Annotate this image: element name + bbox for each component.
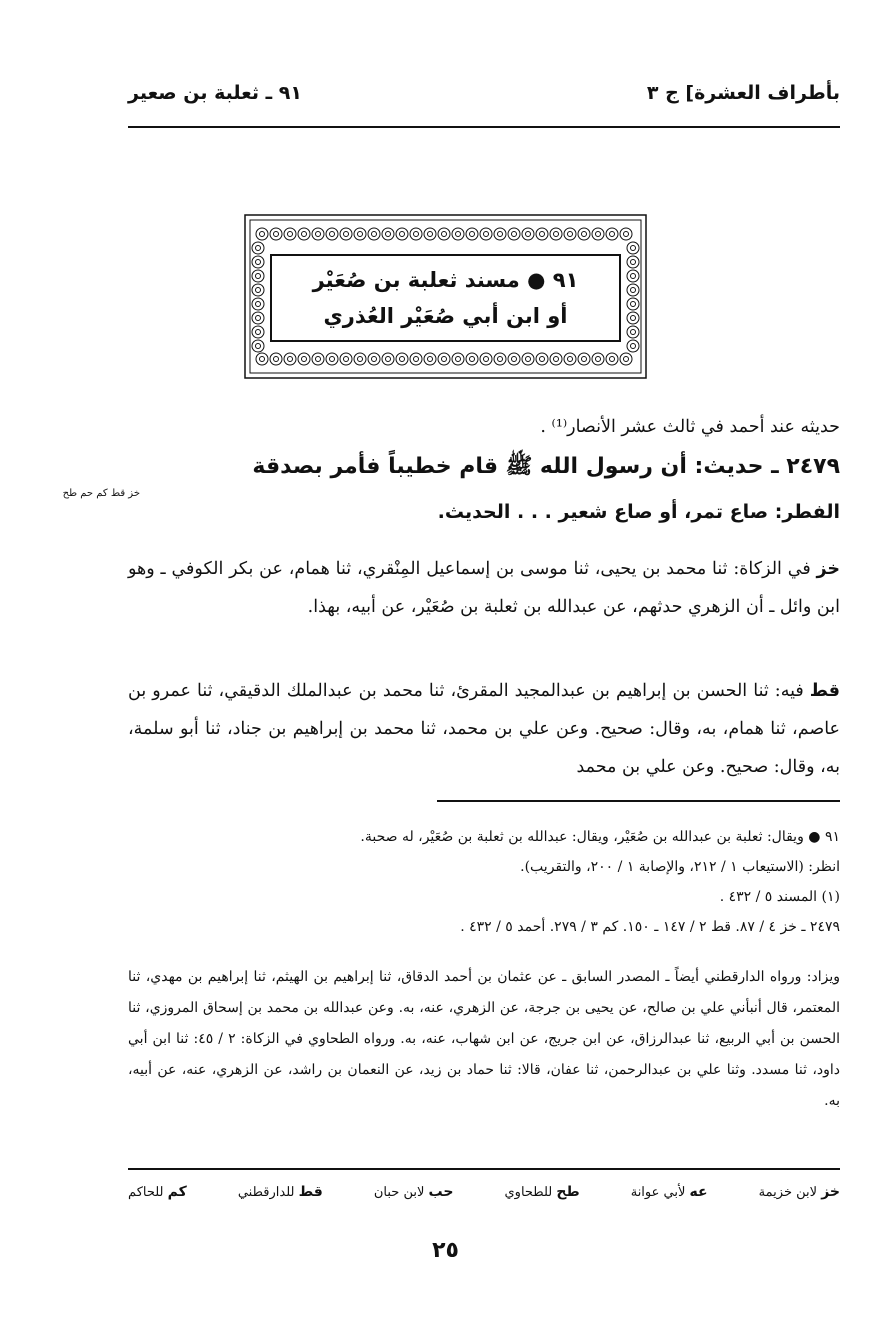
ornament-loop [627,256,639,268]
ornament-dot [631,260,636,265]
ornament-dot [274,357,279,362]
ornament-dot [344,232,349,237]
ornament-dot [414,232,419,237]
ornament-loop [270,228,282,240]
footnote-see: انظر: (الاستيعاب ١ / ٢١٢، والإصابة ١ / ٢٠٠، والتقريب). [520,859,840,875]
ornament-loop [452,228,464,240]
ornament-dot [316,357,321,362]
ornament-loop [252,340,264,352]
ornament-dot [302,357,307,362]
paragraph-khuz-label: خز [816,559,840,579]
ornament-dot [512,232,517,237]
ornament-loop [592,228,604,240]
ornament-dot [260,232,265,237]
ornament-loop [410,353,422,365]
abbr-item: عه لأبي عوانة [630,1184,708,1200]
ornament-dot [330,232,335,237]
ornament-loop [256,353,268,365]
footnote-rule [437,800,840,802]
ornament-loop [326,353,338,365]
ornament-dot [631,330,636,335]
ornament-loop [252,270,264,282]
ornament-dot [631,316,636,321]
ornament-loop [578,353,590,365]
abbr-item: خز لابن خزيمة [758,1184,840,1200]
ornament-dot [610,232,615,237]
ornament-dot [256,302,261,307]
abbreviations-legend [128,1184,840,1200]
ornament-dot [428,357,433,362]
ornament-loop [466,228,478,240]
ornament-loop [256,228,268,240]
ornament-dot [428,232,433,237]
ornament-dot [540,357,545,362]
ornament-loop [340,228,352,240]
footnotes-block [128,822,840,942]
ornament-loop [284,353,296,365]
ornament-loop [627,270,639,282]
ornament-loop [340,353,352,365]
ornament-dot [256,344,261,349]
ornament-loop [550,353,562,365]
ornament-loop [354,228,366,240]
ornament-loop [494,353,506,365]
ornament-loop [252,284,264,296]
ornament-dot [358,232,363,237]
ornament-dot [288,357,293,362]
ornament-loop [410,228,422,240]
ornament-dot [568,232,573,237]
ornament-dot [386,232,391,237]
ornament-loop [522,353,534,365]
ornament-loop [592,353,604,365]
ornament-dot [414,357,419,362]
ornament-dot [631,344,636,349]
ornament-dot [456,357,461,362]
ornament-dot [470,357,475,362]
ornament-dot [540,232,545,237]
ornament-loop [382,228,394,240]
ornament-loop [564,228,576,240]
ornament-loop [396,353,408,365]
ornament-dot [256,330,261,335]
ornament-loop [536,228,548,240]
ornament-dot [400,357,405,362]
ornament-dot [526,232,531,237]
ornament-dot [610,357,615,362]
paragraph-khuz-text: في الزكاة: ثنا محمد بن يحيى، ثنا موسى بن إسماعيل المِنْقري، ثنا همام، عن بكر الكوفي ـ وهو ابن وائل ـ أن الزهري حدثهم، عن عبدالله بن ثعلبة بن صُعَيْر، عن أبيه، بهذا. [128,559,840,617]
hadith-line1: ٢٤٧٩ ـ حديث: أن رسول الله ﷺ قام خطيباً فأمر بصدقة [252,454,840,479]
ornament-loop [424,228,436,240]
ornament-loop [522,228,534,240]
source-codes: خز قط كم حم طح [62,488,140,499]
ornament-loop [298,228,310,240]
ornament-dot [256,316,261,321]
hadith-heading [128,448,840,526]
ornament-dot [568,357,573,362]
ornament-dot [344,357,349,362]
ornament-loop [564,353,576,365]
paragraph-qut-text: فيه: ثنا الحسن بن إبراهيم بن عبدالمجيد المقرئ، ثنا محمد بن عبدالملك الدقيقي، ثنا عمرو بن عاصم، ثنا همام، به، وقال: صحيح. وعن علي بن محمد، ثنا محمد بن إبراهيم بن جناد، ثنا أبو سلمة، به، وقال: صحيح. وعن علي بن محمد [128,681,840,777]
ornament-loop [606,228,618,240]
ornament-dot [358,357,363,362]
ornament-dot [442,357,447,362]
ornament-loop [627,326,639,338]
section-title-line2: أو ابن أبي صُعَيْر العُذري [323,304,568,328]
ornament-loop [354,353,366,365]
ornament-dot [526,357,531,362]
ornament-loop [480,228,492,240]
ornament-dot [256,260,261,265]
footnote-91: ٩١ ● ويقال: ثعلبة بن عبدالله بن صُعَيْر، ويقال: عبدالله بن ثعلبة بن صُعَيْر، له صحبة. [360,829,840,845]
ornament-dot [442,232,447,237]
ornament-dot [484,232,489,237]
ornament-loop [606,353,618,365]
ornament-loop [466,353,478,365]
ornament-loop [326,228,338,240]
ornament-loop [452,353,464,365]
ornament-loop [368,228,380,240]
hadith-line2: الفطر: صاع تمر، أو صاع شعير . . . الحديث. [437,501,840,523]
ornament-dot [624,232,629,237]
abbr-item: حب لابن حبان [373,1184,454,1200]
ornament-dot [596,357,601,362]
ornament-dot [288,232,293,237]
abbreviations-rule [128,1168,840,1170]
ornament-loop [284,228,296,240]
ornament-loop [620,353,632,365]
ornament-loop [627,242,639,254]
ornament-dot [386,357,391,362]
ornament-dot [456,232,461,237]
abbr-item: طح للطحاوي [504,1184,580,1200]
header-rule [128,126,840,128]
ornament-dot [256,246,261,251]
ornament-dot [260,357,265,362]
ornament-dot [582,232,587,237]
ornament-dot [624,357,629,362]
ornament-loop [424,353,436,365]
ornament-loop [438,353,450,365]
ornament-loop [312,228,324,240]
ornament-loop [550,228,562,240]
ornament-loop [312,353,324,365]
ornament-dot [372,232,377,237]
ornament-dot [631,274,636,279]
ornament-loop [252,256,264,268]
ornament-loop [252,312,264,324]
ornament-dot [554,357,559,362]
ornament-loop [480,353,492,365]
ornament-dot [631,302,636,307]
ornament-dot [274,232,279,237]
ornament-loop [494,228,506,240]
ornament-loop [298,353,310,365]
ornament-dot [554,232,559,237]
ornament-dot [256,288,261,293]
ornament-loop [396,228,408,240]
ornament-dot [302,232,307,237]
ornament-dot [631,288,636,293]
ornament-dot [372,357,377,362]
ornament-loop [382,353,394,365]
ornament-loop [252,298,264,310]
footnote-2479: ٢٤٧٩ ـ خز ٤ / ٨٧. قط ٢ / ١٤٧ ـ ١٥٠. كم ٣ / ٢٧٩. أحمد ٥ / ٤٣٢ . [460,919,840,935]
ornament-loop [252,242,264,254]
ornament-dot [400,232,405,237]
ornament-dot [582,357,587,362]
ornamental-title-frame [244,214,647,379]
ornament-dot [498,232,503,237]
ornament-dot [631,246,636,251]
paragraph-qut-label: قط [809,681,840,701]
abbr-item: كم للحاكم [128,1184,187,1200]
ornament-loop [578,228,590,240]
intro-line: حديثه عند أحمد في ثالث عشر الأنصار⁽¹⁾ . [540,417,840,437]
running-head-section: ٩١ ـ ثعلبة بن صعير [128,82,302,104]
running-head-book: بأطراف العشرة] ج ٣ [646,82,840,104]
abbr-item: قط للدارقطني [237,1184,323,1200]
ornament-loop [627,312,639,324]
ornament-dot [484,357,489,362]
ornament-loop [627,298,639,310]
ornament-loop [627,284,639,296]
ornament-loop [252,326,264,338]
section-title [270,254,621,342]
ornament-dot [498,357,503,362]
ornament-dot [596,232,601,237]
paragraph-qut [128,672,840,786]
running-head [128,78,840,118]
ornament-loop [536,353,548,365]
section-title-line1: ٩١ ● مسند ثعلبة بن صُعَيْر [312,268,579,292]
ornament-dot [330,357,335,362]
ornament-loop [508,353,520,365]
paragraph-khuz [128,550,840,626]
ornament-dot [316,232,321,237]
ornament-loop [438,228,450,240]
ornament-dot [256,274,261,279]
footnote-1: (١) المسند ٥ / ٤٣٢ . [719,889,840,905]
ornament-loop [627,340,639,352]
ornament-dot [512,357,517,362]
page-number: ٢٥ [432,1238,459,1263]
ornament-loop [368,353,380,365]
ornament-loop [508,228,520,240]
footnote-extra: ويزاد: ورواه الدارقطني أيضاً ـ المصدر السابق ـ عن عثمان بن أحمد الدقاق، ثنا إبراهيم بن الهيثم، ثنا إبراهيم بن مهدي، ثنا المعتمر، قال أنبأني علي بن صالح، عن يحيى بن جرجة، عن الزهري، عنه، به. وعن عبدالله بن محمد بن إسحاق المروزي، ثنا الحسن بن أبي الربيع، ثنا عبدالرزاق، عن ابن جريج، عن ابن شهاب، عنه، به. ورواه الطحاوي في الزكاة: ٢ / ٤٥: ثنا ابن أبي داود، ثنا مسدد. وثنا علي بن عبدالرحمن، ثنا عفان، قالا: ثنا حماد بن زيد، عن النعمان بن راشد، عن الزهري، عنه، عن أبيه، به. [128,969,840,1109]
ornament-loop [270,353,282,365]
ornament-loop [620,228,632,240]
ornament-dot [470,232,475,237]
